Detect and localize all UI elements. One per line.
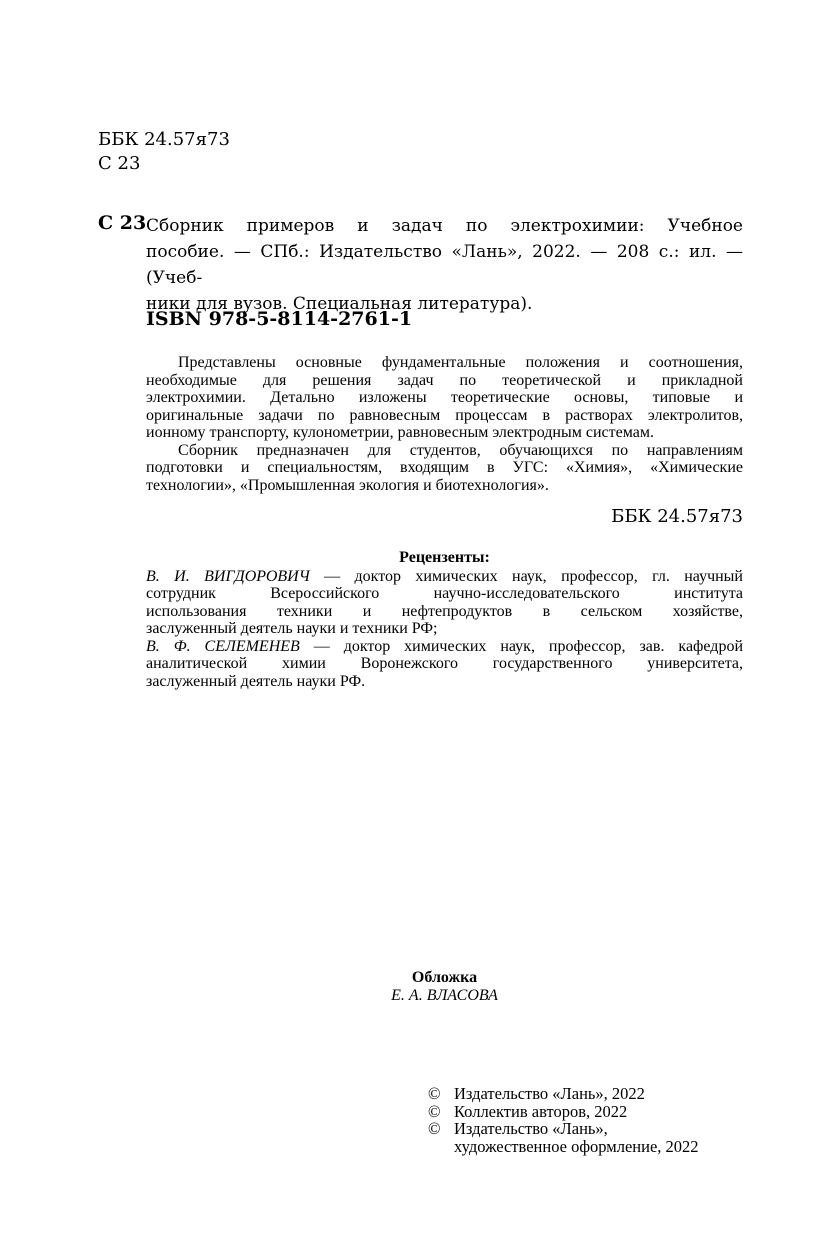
- reviewer-name: В. И. ВИГДОРОВИЧ: [146, 567, 310, 585]
- catalog-entry-line: ники для вузов. Специальная литература).: [146, 294, 533, 314]
- reviewer-line: сотрудник Всероссийского научно-исследовательского института: [146, 585, 743, 602]
- isbn: ISBN 978-5-8114-2761-1: [146, 308, 413, 330]
- reviewer-line: [146, 638, 743, 656]
- reviewer-name: В. Ф. СЕЛЕМЕНЕВ: [146, 637, 300, 655]
- annotation-line: Представлены основные фундаментальные положения и соотношения,: [178, 354, 743, 371]
- catalog-entry-mark: С 23: [98, 212, 147, 234]
- copyright-line: [428, 1103, 699, 1121]
- copyright-text: Издательство «Лань»,: [454, 1119, 608, 1138]
- reviewer-line: [146, 568, 743, 586]
- annotation-line: технологии», «Промышленная экология и биотехнология».: [146, 476, 549, 494]
- reviewers-heading: Рецензенты:: [399, 549, 490, 566]
- reviewer-line: заслуженный деятель науки и техники РФ;: [146, 620, 438, 637]
- annotation-line: электрохимии. Детально изложены теоретические основы, типовые и: [146, 389, 743, 406]
- reviewer-selemenev: [146, 638, 743, 691]
- reviewer-title: — доктор химических наук, профессор, гл. научный: [309, 567, 743, 585]
- cover-designer: Е. А. ВЛАСОВА: [391, 986, 498, 1004]
- copyright-line: [428, 1120, 699, 1138]
- annotation-line: подготовки и специальностям, входящим в УГС: «Химия», «Химические: [146, 459, 743, 476]
- annotation-line: оригинальные задачи по равновесным процессам в растворах электролитов,: [146, 406, 743, 424]
- reviewer-line: использования техники и нефтепродуктов в сельском хозяйстве,: [146, 602, 743, 620]
- copyright-text: Коллектив авторов, 2022: [454, 1101, 628, 1121]
- annotation-line: необходимые для решения задач по теоретической и прикладной: [146, 371, 743, 389]
- reviewer-vigdorovich: [146, 568, 743, 638]
- reviewer-title: — доктор химических наук, профессор, зав. кафедрой: [299, 637, 744, 655]
- reviewer-line: аналитической химии Воронежского государственного университета,: [146, 655, 743, 672]
- copyright-icon: ©: [428, 1084, 441, 1103]
- copyright-icon: ©: [428, 1119, 441, 1138]
- annotation: [146, 354, 743, 494]
- reviewers: [146, 549, 743, 690]
- catalog-entry-line: Сборник примеров и задач по электрохимии: Учебное: [146, 216, 743, 236]
- bbk-code-bottom: ББК 24.57я73: [611, 506, 743, 527]
- copyright-block: [428, 1085, 699, 1155]
- bbk-code-top: ББК 24.57я73: [98, 129, 230, 150]
- copyright-text: Издательство «Лань», 2022: [454, 1084, 645, 1103]
- catalog-entry-line: пособие. — СПб.: Издательство «Лань», 2022. — 208 с.: ил. — (Учеб-: [146, 242, 743, 288]
- cover-label: Обложка: [411, 969, 478, 986]
- author-mark-top: С 23: [98, 153, 141, 174]
- copyright-line: [428, 1085, 699, 1103]
- copyright-continuation: художественное оформление, 2022: [454, 1136, 699, 1156]
- annotation-line: ионному транспорту, кулонометрии, равновесным электродным системам.: [146, 424, 654, 441]
- catalog-entry-text: [146, 213, 743, 317]
- copyright-icon: ©: [428, 1101, 441, 1121]
- reviewer-line: заслуженный деятель науки РФ.: [146, 672, 366, 690]
- cover-credit: [146, 969, 743, 1004]
- annotation-line: Сборник предназначен для студентов, обучающихся по направлениям: [178, 441, 743, 459]
